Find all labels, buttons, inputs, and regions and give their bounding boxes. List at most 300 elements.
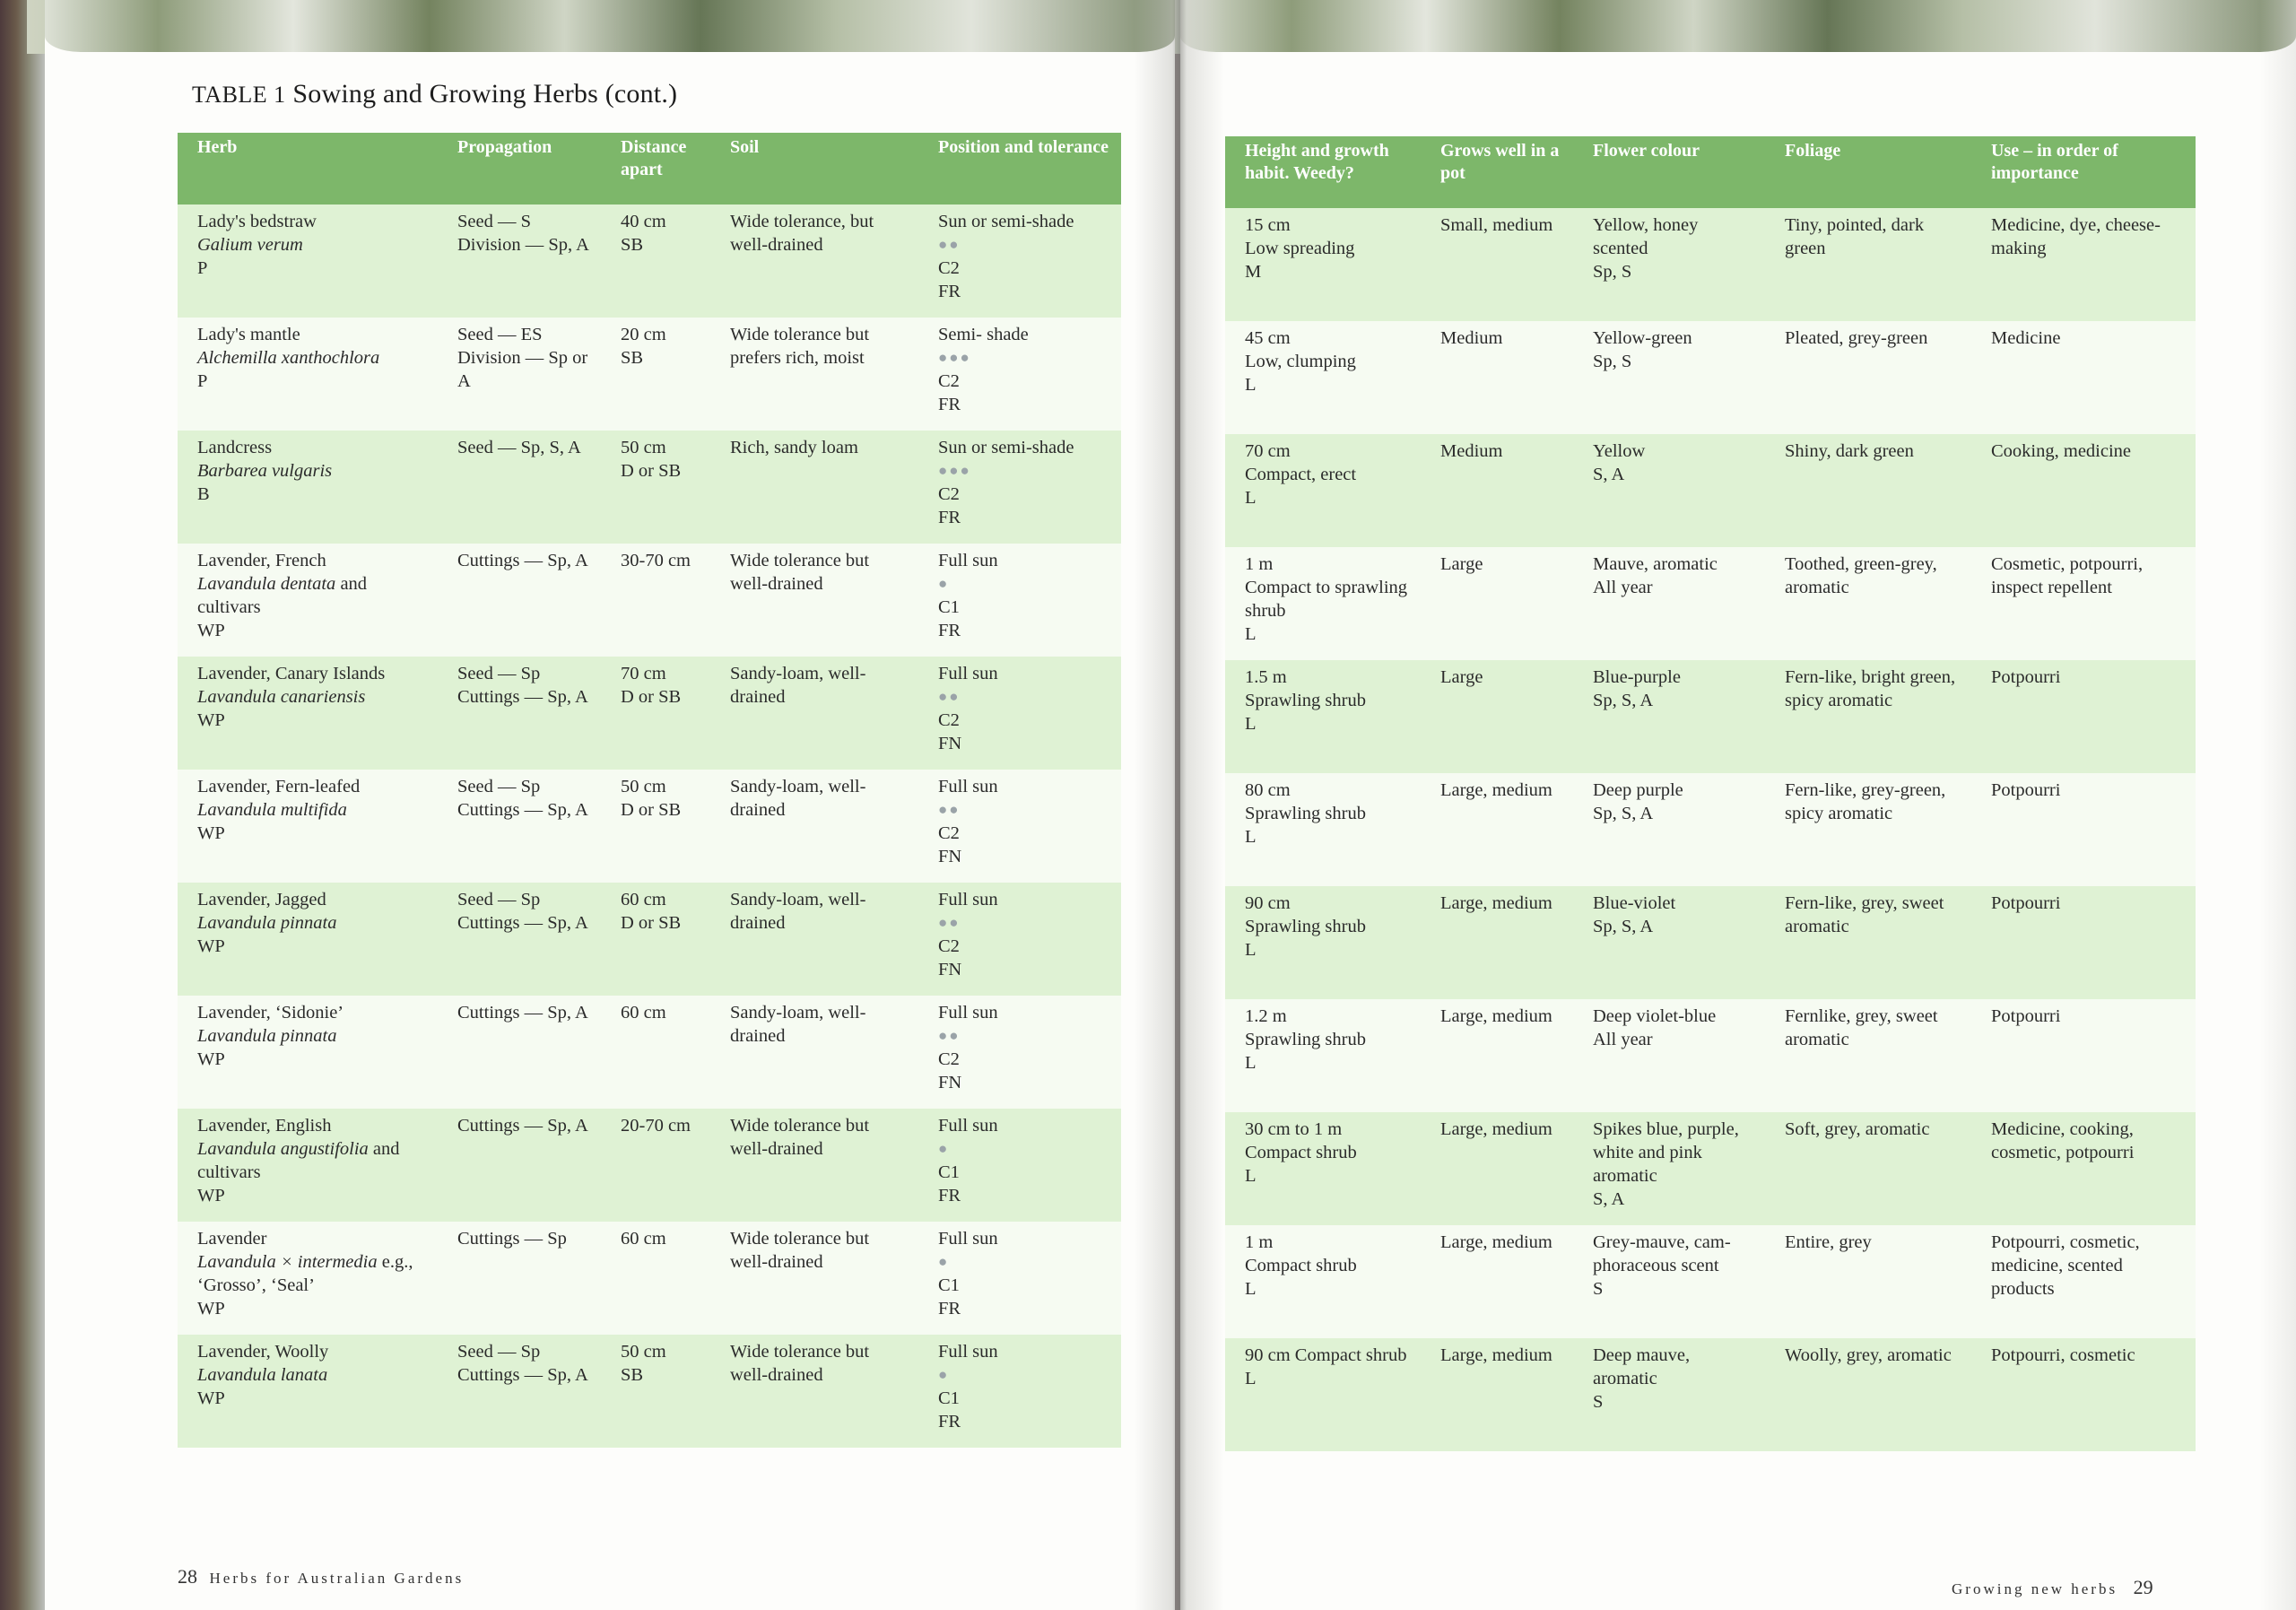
herb-cell (178, 431, 438, 544)
column-header: Position and tolerance (918, 133, 1121, 205)
height-habit-line: L (1245, 940, 1257, 960)
frost-code: FR (938, 1412, 961, 1432)
water-drops-icon: ●● (938, 688, 961, 705)
herb-cell (178, 1335, 438, 1448)
pot-cell: Large, medium (1421, 1338, 1573, 1451)
propagation-cell (438, 318, 601, 431)
position-text: Full sun (938, 777, 998, 796)
position-text: Full sun (938, 1003, 998, 1023)
flower-cell (1573, 999, 1765, 1112)
flower-line: S (1593, 1392, 1604, 1412)
propagation-method: Cuttings — Sp, A (457, 800, 588, 820)
foliage-cell: Soft, grey, aromatic (1765, 1112, 1971, 1225)
herb-botanical-name: Lavandula lanata (197, 1365, 328, 1385)
soil-cell: Sandy-loam, well-drained (710, 657, 918, 770)
table-row (178, 318, 1121, 431)
foliage-cell: Fernlike, grey, sweet aromatic (1765, 999, 1971, 1112)
distance-value: 60 cm (621, 890, 666, 909)
herb-life-code: WP (197, 621, 225, 640)
water-drops-icon: ● (938, 1140, 950, 1157)
foliage-cell: Entire, grey (1765, 1225, 1971, 1338)
propagation-method: Cuttings — Sp, A (457, 1116, 588, 1136)
page-photo-band (45, 0, 1175, 52)
propagation-method: Division — Sp or A (457, 348, 588, 391)
distance-cell (601, 996, 710, 1109)
water-drops-icon: ● (938, 1366, 950, 1383)
flower-cell (1573, 1338, 1765, 1451)
frost-code: FR (938, 395, 961, 414)
propagation-cell (438, 996, 601, 1109)
herb-life-code: WP (197, 710, 225, 730)
herb-cell (178, 318, 438, 431)
height-habit-line: 90 cm (1245, 893, 1291, 913)
herb-cell (178, 205, 438, 318)
height-habit-line: 80 cm (1245, 780, 1291, 800)
table-row (178, 544, 1121, 657)
position-text: Sun or semi-shade (938, 212, 1074, 231)
flower-line: Sp, S (1593, 262, 1632, 282)
flower-line: S, A (1593, 1189, 1625, 1209)
herb-common-name: Lady's bedstraw (197, 212, 317, 231)
sowing-table (178, 133, 1121, 1448)
position-text: Full sun (938, 551, 998, 570)
position-cell (918, 205, 1121, 318)
foliage-cell: Woolly, grey, aromatic (1765, 1338, 1971, 1451)
height-habit-line: Low, clumping (1245, 352, 1356, 371)
herb-extra: ‘Grosso’, ‘Seal’ (197, 1275, 315, 1295)
height-habit-line: Compact shrub (1245, 1256, 1357, 1275)
herb-botanical-name: Lavandula pinnata (197, 913, 337, 933)
water-drops-icon: ●● (938, 801, 961, 818)
herb-cell (178, 770, 438, 883)
book-title: Herbs for Australian Gardens (209, 1570, 465, 1587)
herb-life-code: WP (197, 823, 225, 843)
distance-cell (601, 544, 710, 657)
distance-cell (601, 883, 710, 996)
pot-cell: Medium (1421, 321, 1573, 434)
table-row (1225, 434, 2196, 547)
table-row (178, 431, 1121, 544)
distance-value: 40 cm (621, 212, 666, 231)
height-habit-line: 1 m (1245, 554, 1274, 574)
propagation-method: Cuttings — Sp, A (457, 551, 588, 570)
soil-cell: Wide tolerance but prefers rich, moist (710, 318, 918, 431)
soil-cell: Wide tolerance but well-drained (710, 544, 918, 657)
position-text: Sun or semi-shade (938, 438, 1074, 457)
flower-cell (1573, 321, 1765, 434)
herb-life-code: WP (197, 1299, 225, 1318)
position-text: Full sun (938, 890, 998, 909)
use-cell: Potpourri (1971, 999, 2196, 1112)
herb-common-name: Lavender, Fern-leafed (197, 777, 361, 796)
propagation-method: Seed — Sp (457, 1342, 541, 1362)
herb-latin-suffix: e.g., (377, 1252, 413, 1272)
herb-botanical-name: Lavandula angustifolia (197, 1139, 369, 1159)
table-row (178, 205, 1121, 318)
table-row (178, 1335, 1121, 1448)
herb-common-name: Lady's mantle (197, 325, 300, 344)
position-cell (918, 544, 1121, 657)
flower-line: Sp, S, A (1593, 691, 1654, 710)
propagation-method: Seed — ES (457, 325, 543, 344)
foliage-cell: Fern-like, grey-green, spicy aromatic (1765, 773, 1971, 886)
pot-cell: Large (1421, 660, 1573, 773)
distance-cell (601, 770, 710, 883)
flower-line: Blue-purple (1593, 667, 1681, 687)
herb-common-name: Lavender, ‘Sidonie’ (197, 1003, 344, 1023)
position-cell (918, 1109, 1121, 1222)
flower-line: Yellow-green (1593, 328, 1692, 348)
height-habit-line: L (1245, 1279, 1257, 1299)
distance-cell (601, 1335, 710, 1448)
page-footer-right (1952, 1576, 2153, 1599)
propagation-cell (438, 657, 601, 770)
flower-cell (1573, 434, 1765, 547)
growing-table (1225, 136, 2196, 1451)
height-habit-line: Sprawling shrub (1245, 691, 1366, 710)
column-header: Soil (710, 133, 918, 205)
frost-code: FR (938, 1186, 961, 1205)
propagation-method: Cuttings — Sp, A (457, 687, 588, 707)
soil-cell: Rich, sandy loam (710, 431, 918, 544)
soil-cell: Wide tolerance but well-drained (710, 1222, 918, 1335)
distance-value: 20 cm (621, 325, 666, 344)
herb-botanical-name: Lavandula pinnata (197, 1026, 337, 1046)
flower-line: Sp, S, A (1593, 804, 1654, 823)
herb-botanical-name: Barbarea vulgaris (197, 461, 333, 481)
height-habit-line: 90 cm Compact shrub (1245, 1345, 1407, 1365)
column-header: Foliage (1765, 136, 1971, 208)
height-habit-line: 45 cm (1245, 328, 1291, 348)
flower-line: Mauve, aromatic (1593, 554, 1718, 574)
table-row (178, 770, 1121, 883)
flower-line: Sp, S, A (1593, 917, 1654, 936)
flower-line: Yellow (1593, 441, 1646, 461)
foliage-cell: Shiny, dark green (1765, 434, 1971, 547)
flower-line: All year (1593, 578, 1653, 597)
position-text: Full sun (938, 1116, 998, 1136)
herb-cell (178, 657, 438, 770)
table-row (178, 1222, 1121, 1335)
soil-cell: Wide tolerance but well-drained (710, 1335, 918, 1448)
table-row (1225, 547, 2196, 660)
height-habit-line: L (1245, 714, 1257, 734)
herb-botanical-name: Lavandula multifida (197, 800, 347, 820)
height-cell (1225, 321, 1421, 434)
table-caption: Sowing and Growing Herbs (cont.) (292, 79, 678, 109)
climate-code: C2 (938, 258, 960, 278)
distance-value: 50 cm (621, 1342, 666, 1362)
frost-code: FR (938, 508, 961, 527)
height-habit-line: 1.2 m (1245, 1006, 1287, 1026)
table-title (192, 79, 677, 109)
height-habit-line: L (1245, 1369, 1257, 1388)
table-number: TABLE 1 (192, 82, 286, 108)
herb-botanical-name: Galium verum (197, 235, 303, 255)
climate-code: C2 (938, 1049, 960, 1069)
herb-latin-line (197, 346, 427, 370)
height-cell (1225, 1112, 1421, 1225)
height-habit-line: L (1245, 375, 1257, 395)
height-habit-line: 70 cm (1245, 441, 1291, 461)
distance-value: D or SB (621, 800, 682, 820)
frost-code: FN (938, 847, 962, 866)
use-cell: Potpourri (1971, 660, 2196, 773)
position-text: Full sun (938, 664, 998, 683)
herb-life-code: P (197, 371, 208, 391)
frost-code: FR (938, 1299, 961, 1318)
distance-value: 60 cm (621, 1003, 666, 1023)
flower-line: Blue-violet (1593, 893, 1676, 913)
pot-cell: Medium (1421, 434, 1573, 547)
height-cell (1225, 1338, 1421, 1451)
column-header: Distance apart (601, 133, 710, 205)
position-cell (918, 883, 1121, 996)
soil-cell: Sandy-loam, well-drained (710, 883, 918, 996)
height-cell (1225, 999, 1421, 1112)
position-text: Full sun (938, 1229, 998, 1249)
page-photo-band (1180, 0, 2296, 52)
use-cell: Potpourri (1971, 773, 2196, 886)
herb-common-name: Lavender, Woolly (197, 1342, 329, 1362)
herb-latin-line (197, 1250, 427, 1274)
propagation-method: Cuttings — Sp, A (457, 1003, 588, 1023)
table-row (1225, 1112, 2196, 1225)
propagation-method: Division — Sp, A (457, 235, 589, 255)
table-row (1225, 1338, 2196, 1451)
propagation-method: Seed — Sp (457, 890, 541, 909)
table-row (1225, 886, 2196, 999)
distance-cell (601, 318, 710, 431)
position-cell (918, 431, 1121, 544)
height-habit-line: M (1245, 262, 1262, 282)
table-row (178, 883, 1121, 996)
foliage-cell: Fern-like, grey, sweet aromatic (1765, 886, 1971, 999)
chapter-title: Growing new herbs (1952, 1580, 2118, 1597)
pot-cell: Large, medium (1421, 886, 1573, 999)
propagation-method: Seed — S (457, 212, 531, 231)
pot-cell: Large, medium (1421, 1225, 1573, 1338)
flower-line: Deep mauve, aromatic (1593, 1345, 1691, 1388)
use-cell: Cosmetic, potpourri, inspect repellent (1971, 547, 2196, 660)
flower-line: Grey-mauve, cam-phoraceous scent (1593, 1232, 1731, 1275)
propagation-cell (438, 1222, 601, 1335)
left-page (45, 0, 1175, 1610)
use-cell: Potpourri, cosmetic, medicine, scented products (1971, 1225, 2196, 1338)
use-cell: Medicine, dye, cheese-making (1971, 208, 2196, 321)
herb-botanical-name: Alchemilla xanthochlora (197, 348, 380, 368)
height-habit-line: L (1245, 1166, 1257, 1186)
propagation-method: Seed — Sp (457, 777, 541, 796)
distance-value: 30-70 cm (621, 551, 691, 570)
position-cell (918, 996, 1121, 1109)
propagation-cell (438, 1335, 601, 1448)
herb-life-code: WP (197, 936, 225, 956)
foliage-cell: Tiny, pointed, dark green (1765, 208, 1971, 321)
height-cell (1225, 886, 1421, 999)
distance-value: 50 cm (621, 438, 666, 457)
herb-common-name: Lavender, French (197, 551, 326, 570)
distance-value: 70 cm (621, 664, 666, 683)
herb-botanical-name: Lavandula × intermedia (197, 1252, 378, 1272)
propagation-cell (438, 544, 601, 657)
propagation-method: Seed — Sp (457, 664, 541, 683)
position-text: Semi- shade (938, 325, 1029, 344)
herb-life-code: P (197, 258, 208, 278)
distance-cell (601, 1109, 710, 1222)
herb-latin-suffix: and (335, 574, 368, 594)
climate-code: C1 (938, 1162, 960, 1182)
position-cell (918, 770, 1121, 883)
table-row (1225, 773, 2196, 886)
propagation-cell (438, 770, 601, 883)
distance-cell (601, 205, 710, 318)
position-text: Full sun (938, 1342, 998, 1362)
page-number: 28 (178, 1565, 197, 1588)
height-habit-line: Sprawling shrub (1245, 1030, 1366, 1049)
height-habit-line: Compact, erect (1245, 465, 1357, 484)
distance-value: 60 cm (621, 1229, 666, 1249)
distance-value: D or SB (621, 913, 682, 933)
herb-latin-line (197, 798, 427, 822)
height-habit-line: L (1245, 624, 1257, 644)
propagation-method: Cuttings — Sp (457, 1229, 567, 1249)
distance-value: D or SB (621, 461, 682, 481)
page-number: 29 (2133, 1576, 2153, 1598)
height-cell (1225, 547, 1421, 660)
flower-line: Sp, S (1593, 352, 1632, 371)
column-header: Propagation (438, 133, 601, 205)
foliage-cell: Fern-like, bright green, spicy aromatic (1765, 660, 1971, 773)
use-cell: Potpourri (1971, 886, 2196, 999)
use-cell: Medicine (1971, 321, 2196, 434)
propagation-method: Cuttings — Sp, A (457, 913, 588, 933)
distance-value: SB (621, 1365, 644, 1385)
soil-cell: Wide tolerance but well-drained (710, 1109, 918, 1222)
propagation-cell (438, 205, 601, 318)
column-header: Grows well in a pot (1421, 136, 1573, 208)
herb-life-code: B (197, 484, 210, 504)
herb-latin-line (197, 572, 427, 596)
height-habit-line: 1 m (1245, 1232, 1274, 1252)
height-habit-line: Compact to sprawling shrub (1245, 578, 1408, 621)
flower-cell (1573, 886, 1765, 999)
flower-line: S, A (1593, 465, 1625, 484)
propagation-cell (438, 1109, 601, 1222)
foliage-cell: Toothed, green-grey, aromatic (1765, 547, 1971, 660)
herb-latin-line (197, 233, 427, 257)
distance-value: D or SB (621, 687, 682, 707)
distance-value: SB (621, 235, 644, 255)
height-habit-line: Low spreading (1245, 239, 1355, 258)
herb-latin-line (197, 1024, 427, 1048)
climate-code: C2 (938, 484, 960, 504)
height-habit-line: L (1245, 488, 1257, 508)
climate-code: C2 (938, 936, 960, 956)
herb-botanical-name: Lavandula canariensis (197, 687, 366, 707)
herb-latin-line (197, 685, 427, 709)
table-row (178, 996, 1121, 1109)
height-habit-line: Compact shrub (1245, 1143, 1357, 1162)
herb-common-name: Landcress (197, 438, 273, 457)
height-habit-line: Sprawling shrub (1245, 917, 1366, 936)
height-cell (1225, 773, 1421, 886)
position-cell (918, 1335, 1121, 1448)
distance-cell (601, 657, 710, 770)
flower-cell (1573, 660, 1765, 773)
column-header: Herb (178, 133, 438, 205)
table-row (178, 1109, 1121, 1222)
pot-cell: Large, medium (1421, 1112, 1573, 1225)
frost-code: FN (938, 960, 962, 979)
flower-line: Spikes blue, purple, white and pink aromatic (1593, 1119, 1739, 1186)
frost-code: FR (938, 282, 961, 301)
herb-life-code: WP (197, 1186, 225, 1205)
herb-common-name: Lavender, English (197, 1116, 332, 1136)
foliage-cell: Pleated, grey-green (1765, 321, 1971, 434)
herb-latin-suffix: and (368, 1139, 400, 1159)
pot-cell: Large, medium (1421, 999, 1573, 1112)
herb-botanical-name: Lavandula dentata (197, 574, 336, 594)
soil-cell: Sandy-loam, well-drained (710, 770, 918, 883)
height-cell (1225, 660, 1421, 773)
use-cell: Potpourri, cosmetic (1971, 1338, 2196, 1451)
climate-code: C1 (938, 597, 960, 617)
flower-cell (1573, 547, 1765, 660)
flower-cell (1573, 1112, 1765, 1225)
height-habit-line: L (1245, 1053, 1257, 1073)
soil-cell: Wide tolerance, but well-drained (710, 205, 918, 318)
water-drops-icon: ●● (938, 1027, 961, 1044)
water-drops-icon: ●● (938, 914, 961, 931)
water-drops-icon: ● (938, 575, 950, 592)
water-drops-icon: ●●● (938, 349, 971, 366)
use-cell: Cooking, medicine (1971, 434, 2196, 547)
frost-code: FN (938, 1073, 962, 1092)
pot-cell: Small, medium (1421, 208, 1573, 321)
herb-latin-line (197, 911, 427, 935)
water-drops-icon: ● (938, 1253, 950, 1270)
flower-cell (1573, 773, 1765, 886)
table-row (1225, 208, 2196, 321)
herb-common-name: Lavender, Jagged (197, 890, 326, 909)
pot-cell: Large (1421, 547, 1573, 660)
height-cell (1225, 208, 1421, 321)
herb-extra: cultivars (197, 1162, 261, 1182)
herb-latin-line (197, 1363, 427, 1387)
column-header: Height and growth habit. Weedy? (1225, 136, 1421, 208)
distance-cell (601, 431, 710, 544)
climate-code: C2 (938, 371, 960, 391)
distance-value: 20-70 cm (621, 1116, 691, 1136)
height-cell (1225, 434, 1421, 547)
use-cell: Medicine, cooking, cosmetic, potpourri (1971, 1112, 2196, 1225)
herb-cell (178, 1109, 438, 1222)
column-header: Flower colour (1573, 136, 1765, 208)
climate-code: C1 (938, 1275, 960, 1295)
frost-code: FR (938, 621, 961, 640)
flower-line: All year (1593, 1030, 1653, 1049)
table-row (1225, 1225, 2196, 1338)
table-row (178, 657, 1121, 770)
page-footer-left (178, 1565, 464, 1588)
propagation-method: Seed — Sp, S, A (457, 438, 581, 457)
flower-cell (1573, 1225, 1765, 1338)
table-row (1225, 321, 2196, 434)
climate-code: C2 (938, 823, 960, 843)
flower-line: Yellow, honey scented (1593, 215, 1699, 258)
flower-cell (1573, 208, 1765, 321)
